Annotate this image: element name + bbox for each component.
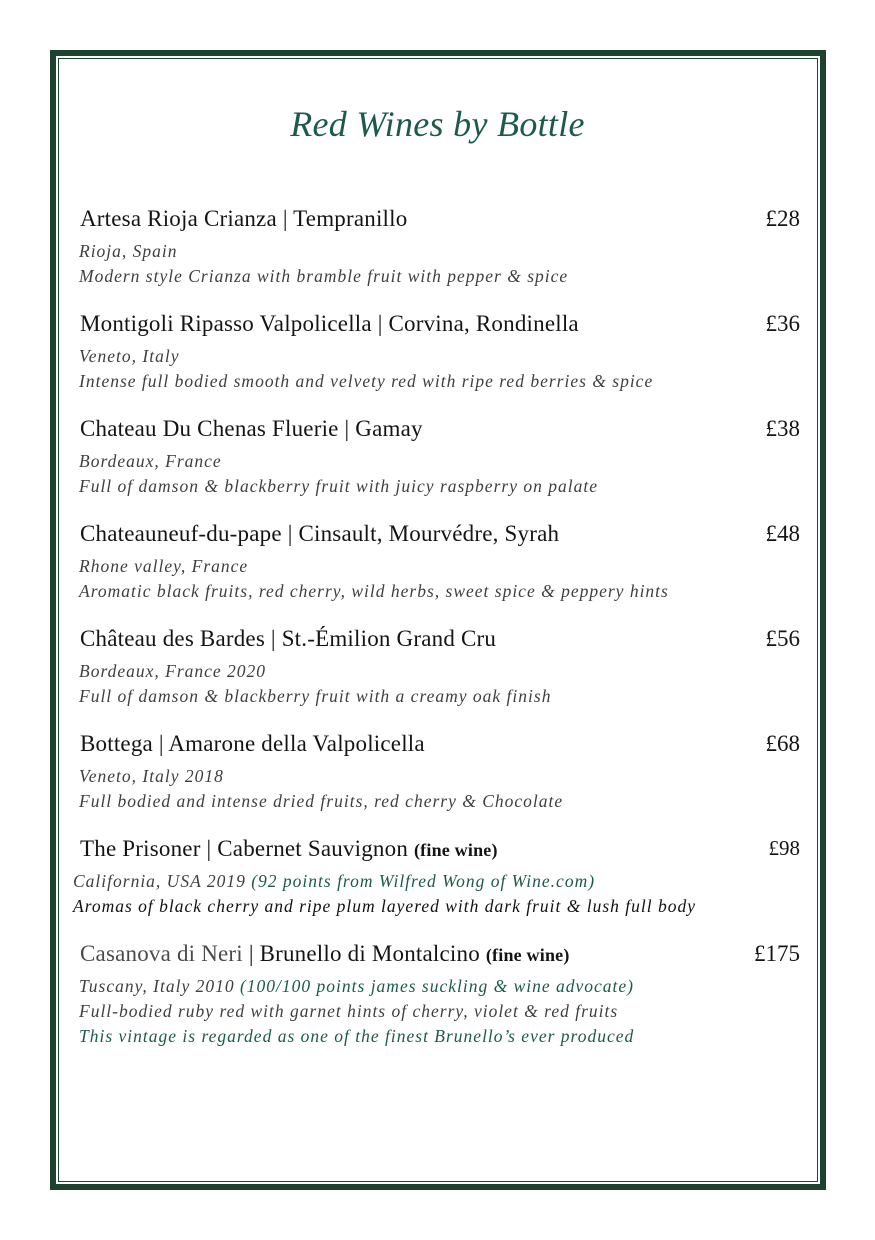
wine-price: £28 [765,206,800,231]
wine-price: £175 [754,941,800,966]
menu-title: Red Wines by Bottle [290,104,585,144]
wine-item [0,206,875,306]
wine-name-line [80,941,570,967]
wine-region: Veneto, Italy 2018 [79,766,224,786]
wine-item [0,836,875,936]
wine-region: Rhone valley, France [79,556,249,576]
wine-description: Aromas of black cherry and ripe plum layered with dark fruit & lush full body [73,896,697,916]
wine-name: Chateau Du Chenas Fluerie | Gamay [80,416,423,441]
wine-producer: Casanova di Neri [80,941,243,966]
wine-name: Artesa Rioja Crianza | Tempranillo [80,206,408,231]
wine-description: Full of damson & blackberry fruit with a creamy oak finish [79,686,552,706]
wine-region: Bordeaux, France [79,451,222,471]
wine-name: The Prisoner | Cabernet Sauvignon [80,836,409,861]
wine-name: | Brunello di Montalcino [242,941,480,966]
wine-item [0,941,875,1046]
wine-rating-note: (92 points from Wilfred Wong of Wine.com) [251,871,596,891]
wine-region: Tuscany, Italy 2010 [79,976,235,996]
wine-item [0,521,875,621]
wine-price: £38 [765,416,800,441]
wine-region-line [79,976,634,997]
wine-description: Intense full bodied smooth and velvety red with ripe red berries & spice [79,371,654,391]
wine-item [0,311,875,411]
wine-description: Full-bodied ruby red with garnet hints of cherry, violet & red fruits [79,1001,619,1021]
wine-region-line [73,871,595,892]
wine-rating-note: (100/100 points james suckling & wine advocate) [239,976,634,996]
fine-wine-tag: (fine wine) [485,945,570,965]
wine-description: Full of damson & blackberry fruit with juicy raspberry on palate [79,476,598,496]
wine-description: Full bodied and intense dried fruits, red cherry & Chocolate [79,791,564,811]
wine-price: £56 [765,626,800,651]
wine-name-line [80,836,498,862]
wine-price: £36 [765,311,800,336]
wine-region: Veneto, Italy [79,346,180,366]
wine-name: Chateauneuf-du-pape | Cinsault, Mourvédre, Syrah [80,521,560,546]
wine-price: £68 [765,731,800,756]
wine-name: Château des Bardes | St.-Émilion Grand Cru [80,626,497,651]
wine-name: Bottega | Amarone della Valpolicella [80,731,425,756]
wine-description: Aromatic black fruits, red cherry, wild herbs, sweet spice & peppery hints [79,581,669,601]
wine-item [0,626,875,726]
wine-region: California, USA 2019 [73,871,246,891]
wine-region: Bordeaux, France 2020 [79,661,267,681]
wine-description: Modern style Crianza with bramble fruit with pepper & spice [79,266,569,286]
fine-wine-tag: (fine wine) [413,840,498,860]
wine-price: £98 [768,836,800,860]
wine-remark: This vintage is regarded as one of the finest Brunello’s ever produced [79,1026,635,1046]
wine-name: Montigoli Ripasso Valpolicella | Corvina, Rondinella [80,311,579,336]
wine-item [0,731,875,831]
wine-item [0,416,875,516]
wine-region: Rioja, Spain [79,241,178,261]
wine-price: £48 [765,521,800,546]
